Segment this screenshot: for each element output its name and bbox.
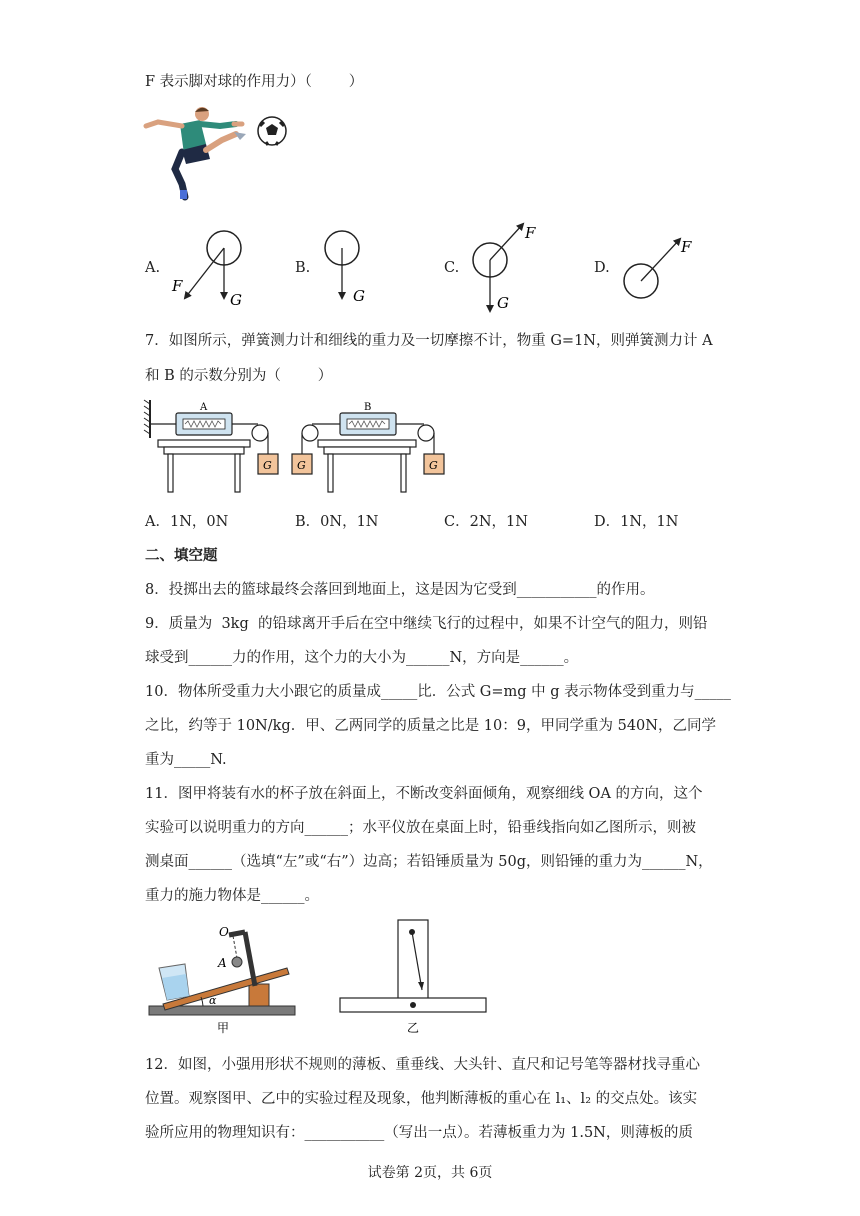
q9-line2: 球受到______力的作用，这个力的大小为______N，方向是______。 bbox=[145, 650, 579, 666]
q8: 8．投掷出去的篮球最终会落回到地面上，这是因为它受到___________的作用。 bbox=[145, 582, 655, 598]
q12-line2: 位置。观察图甲、乙中的实验过程及现象，他判断薄板的重心在 l₁、l₂ 的交点处。该实 bbox=[145, 1091, 698, 1107]
q6-stem-tail: F 表示脚对球的作用力）（ ） bbox=[145, 74, 364, 90]
q11-line2: 实验可以说明重力的方向______；水平仪放在桌面上时，铅垂线指向如乙图所示，则被 bbox=[145, 820, 696, 836]
q6-option-d-letter: D. bbox=[594, 260, 610, 276]
q7-line2: 和 B 的示数分别为（ ） bbox=[145, 368, 333, 384]
label-o: O bbox=[219, 925, 229, 939]
q6-option-b-letter: B. bbox=[295, 260, 311, 276]
q11-line4: 重力的施力物体是______。 bbox=[145, 888, 319, 904]
label-g: G bbox=[230, 291, 242, 309]
soccer-player-illustration bbox=[140, 104, 300, 204]
label-g: G bbox=[263, 459, 272, 472]
label-b: B bbox=[364, 402, 372, 413]
section-heading-fill-in: 二、填空题 bbox=[145, 547, 218, 564]
label-g: G bbox=[297, 459, 306, 472]
q11-line3: 测桌面______（选填“左”或“右”）边高；若铅锤质量为 50g，则铅锤的重力为______N， bbox=[145, 854, 713, 870]
q11-figure-yi bbox=[338, 916, 490, 1038]
label-g: G bbox=[497, 294, 509, 312]
label-f: F bbox=[525, 224, 536, 242]
q6-option-d-diagram bbox=[615, 230, 705, 305]
label-a: A bbox=[200, 402, 208, 413]
label-f: F bbox=[681, 238, 692, 256]
q10-line3: 重为_____N. bbox=[145, 752, 227, 768]
label-a: A bbox=[218, 956, 227, 970]
q7-option-a: A．1N，0N bbox=[145, 514, 229, 530]
q11-line1: 11．图甲将装有水的杯子放在斜面上，不断改变斜面倾角，观察细线 OA 的方向，这个 bbox=[145, 786, 703, 802]
q7-option-b: B．0N，1N bbox=[295, 514, 379, 530]
q12-line3: 验所应用的物理知识有：___________（写出一点）。若薄板重力为 1.5N，则薄板的质 bbox=[145, 1125, 693, 1141]
label-alpha: α bbox=[209, 994, 217, 1007]
label-f: F bbox=[172, 277, 183, 295]
q6-option-a-diagram bbox=[168, 228, 258, 313]
caption-yi: 乙 bbox=[407, 1021, 420, 1035]
q6-option-c-diagram bbox=[465, 220, 555, 315]
q12-line1: 12．如图，小强用形状不规则的薄板、重垂线、大头针、直尺和记号笔等器材找寻重心 bbox=[145, 1057, 700, 1073]
caption-jia: 甲 bbox=[217, 1021, 230, 1035]
page-footer: 试卷第 2页，共 6页 bbox=[367, 1165, 493, 1181]
label-g: G bbox=[429, 459, 438, 472]
q7-option-d: D．1N，1N bbox=[594, 514, 679, 530]
q9-line1: 9．质量为 3kg 的铅球离开手后在空中继续飞行的过程中，如果不计空气的阻力，则铅 bbox=[145, 616, 708, 632]
q11-figure-jia bbox=[145, 918, 300, 1038]
q10-line2: 之比，约等于 10N/kg．甲、乙两同学的质量之比是 10：9，甲同学重为 540N，乙同学 bbox=[145, 718, 716, 734]
q7-option-c: C．2N，1N bbox=[444, 514, 528, 530]
q6-option-a-letter: A. bbox=[145, 260, 161, 276]
q7-spring-scale-figure bbox=[140, 396, 450, 496]
q6-option-b-diagram bbox=[315, 228, 385, 313]
q6-option-c-letter: C. bbox=[444, 260, 460, 276]
q7-line1: 7．如图所示，弹簧测力计和细线的重力及一切摩擦不计，物重 G=1N，则弹簧测力计 A bbox=[145, 333, 713, 349]
q10-line1: 10．物体所受重力大小跟它的质量成_____比．公式 G=mg 中 g 表示物体受到重力与_____ bbox=[145, 684, 731, 700]
label-g: G bbox=[353, 287, 365, 305]
